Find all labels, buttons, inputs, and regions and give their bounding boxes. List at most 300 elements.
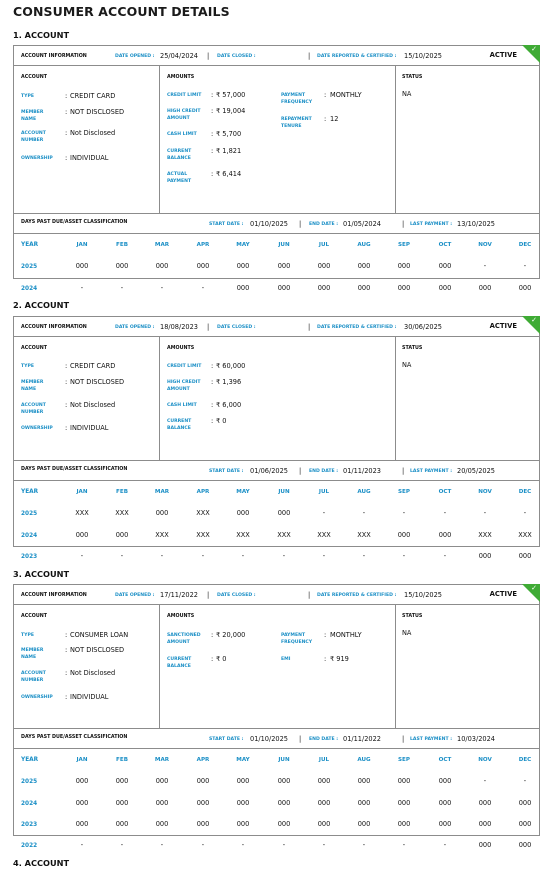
month-header: NOV: [478, 242, 492, 248]
account-field-value: Not Disclosed: [70, 669, 116, 677]
dpd-cell: 000: [277, 777, 291, 785]
month-header: AUG: [357, 242, 371, 248]
dpd-cell: 000: [196, 820, 210, 828]
dpd-title: DAYS PAST DUE/ASSET CLASSIFICATION: [21, 735, 128, 740]
dpd-year: 2023: [21, 554, 38, 560]
account-column-title: ACCOUNT: [21, 346, 48, 351]
separator: |: [308, 591, 311, 599]
account-heading-1: 1. ACCOUNT: [13, 30, 70, 40]
dpd-cell: 000: [155, 820, 169, 828]
amounts-column-title: AMOUNTS: [167, 346, 195, 351]
colon: :: [65, 646, 68, 654]
date-opened-value: 25/04/2024: [160, 52, 199, 60]
colon: :: [211, 107, 214, 115]
dpd-cell: 000: [478, 841, 492, 849]
month-header: SEP: [398, 242, 410, 248]
dpd-cell: -: [201, 284, 205, 292]
dpd-cell: 000: [397, 531, 411, 539]
dpd-cell: XXX: [155, 531, 169, 539]
colon: :: [324, 115, 327, 123]
dpd-cell: -: [523, 262, 527, 270]
dpd-cell: -: [443, 552, 447, 560]
dpd-cell: 000: [115, 262, 129, 270]
amounts-column-title: AMOUNTS: [167, 75, 195, 80]
dpd-cell: 000: [277, 799, 291, 807]
amount-field-value: ₹ 919: [330, 655, 349, 663]
dpd-cell: 000: [236, 820, 250, 828]
dpd-cell: 000: [478, 820, 492, 828]
dpd-cell: 000: [357, 820, 371, 828]
start-date-value: 01/10/2025: [250, 735, 289, 743]
account-field-value: Not Disclosed: [70, 401, 116, 409]
amount-field-value: 12: [330, 115, 339, 123]
status-value: NA: [402, 90, 412, 98]
dpd-cell: 000: [115, 531, 129, 539]
account-field-value: CREDIT CARD: [70, 362, 116, 370]
column-divider: [395, 337, 396, 460]
account-field-label: OWNERSHIP: [21, 426, 53, 431]
status-column-title: STATUS: [402, 75, 423, 80]
date-opened-value: 17/11/2022: [160, 591, 199, 599]
status-value: NA: [402, 361, 412, 369]
account-field-value: INDIVIDUAL: [70, 154, 109, 162]
month-header: AUG: [357, 757, 371, 763]
month-header: JUL: [318, 757, 330, 763]
start-date-label: START DATE :: [209, 737, 244, 742]
dpd-year: 2025: [21, 511, 38, 517]
dpd-cell: -: [201, 841, 205, 849]
colon: :: [324, 91, 327, 99]
last-payment-label: LAST PAYMENT :: [410, 469, 453, 474]
month-header: MAY: [236, 242, 250, 248]
amount-field-label: CURRENT BALANCE: [167, 657, 192, 670]
amount-field-value: ₹ 0: [216, 655, 227, 663]
month-header: JUN: [278, 242, 290, 248]
month-header: APR: [196, 489, 210, 495]
amount-field-value: MONTHLY: [330, 631, 362, 639]
dpd-cell: 000: [277, 820, 291, 828]
colon: :: [65, 424, 68, 432]
account-info-title: ACCOUNT INFORMATION: [21, 593, 87, 598]
month-header: JAN: [76, 757, 88, 763]
date-opened-label: DATE OPENED :: [115, 325, 155, 330]
amount-field-label: CREDIT LIMIT: [167, 364, 202, 369]
dpd-cell: -: [241, 552, 245, 560]
date-closed-label: DATE CLOSED :: [217, 593, 256, 598]
dpd-row: [14, 546, 539, 566]
month-header: SEP: [398, 757, 410, 763]
dpd-cell: XXX: [478, 531, 492, 539]
dpd-cell: 000: [196, 777, 210, 785]
dpd-cell: 000: [196, 799, 210, 807]
start-date-value: 01/10/2025: [250, 220, 289, 228]
month-header: JUL: [318, 242, 330, 248]
colon: :: [65, 129, 68, 137]
end-date-value: 01/05/2024: [343, 220, 382, 228]
dpd-cell: -: [160, 552, 164, 560]
account-details-section: [14, 337, 539, 461]
account-field-value: CREDIT CARD: [70, 92, 116, 100]
year-column-header: YEAR: [21, 757, 39, 763]
month-header: SEP: [398, 489, 410, 495]
status-column-title: STATUS: [402, 614, 423, 619]
dpd-cell: 000: [277, 262, 291, 270]
start-date-value: 01/06/2025: [250, 467, 289, 475]
account-field-label: MEMBER NAME: [21, 648, 44, 661]
dpd-grid-header: [14, 481, 539, 501]
month-header: MAY: [236, 757, 250, 763]
dpd-header-row: [14, 729, 539, 749]
month-header: MAR: [154, 757, 170, 763]
dpd-cell: XXX: [518, 531, 532, 539]
dpd-cell: 000: [397, 820, 411, 828]
account-field-value: NOT DISCLOSED: [70, 646, 125, 654]
page-title: CONSUMER ACCOUNT DETAILS: [13, 4, 230, 19]
account-field-label: MEMBER NAME: [21, 380, 44, 393]
dpd-cell: XXX: [115, 509, 129, 517]
dpd-year: 2024: [21, 286, 38, 292]
dpd-cell: 000: [397, 284, 411, 292]
date-opened-label: DATE OPENED :: [115, 54, 155, 59]
amount-field-label: CASH LIMIT: [167, 132, 197, 137]
dpd-row: [14, 835, 539, 855]
dpd-cell: -: [443, 841, 447, 849]
dpd-cell: -: [402, 509, 406, 517]
end-date-label: END DATE :: [309, 222, 339, 227]
colon: :: [211, 170, 214, 178]
separator: |: [207, 591, 210, 599]
status-badge-label: ACTIVE: [489, 590, 517, 598]
last-payment-value: 20/05/2025: [457, 467, 496, 475]
check-icon: ✓: [531, 45, 537, 53]
dpd-cell: XXX: [75, 509, 89, 517]
date-closed-label: DATE CLOSED :: [217, 54, 256, 59]
dpd-year: 2024: [21, 801, 38, 807]
account-column-title: ACCOUNT: [21, 614, 48, 619]
month-header: MAR: [154, 489, 170, 495]
date-reported-value: 30/06/2025: [404, 323, 443, 331]
account-field-label: ACCOUNT NUMBER: [21, 131, 46, 144]
separator: |: [207, 52, 210, 60]
date-closed-label: DATE CLOSED :: [217, 325, 256, 330]
amount-field-value: ₹ 0: [216, 417, 227, 425]
dpd-cell: 000: [518, 284, 532, 292]
amount-field-label: CASH LIMIT: [167, 403, 197, 408]
date-opened-value: 18/08/2023: [160, 323, 199, 331]
amount-field-label: HIGH CREDIT AMOUNT: [167, 380, 201, 393]
dpd-title: DAYS PAST DUE/ASSET CLASSIFICATION: [21, 220, 128, 225]
amount-field-label: EMI: [281, 657, 291, 662]
dpd-cell: 000: [236, 284, 250, 292]
dpd-cell: -: [322, 509, 326, 517]
account-info-row: [14, 317, 539, 337]
dpd-cell: 000: [317, 820, 331, 828]
dpd-header-row: [14, 461, 539, 481]
month-header: APR: [196, 757, 210, 763]
dpd-cell: -: [120, 284, 124, 292]
month-header: FEB: [116, 489, 128, 495]
dpd-cell: 000: [196, 262, 210, 270]
dpd-header-row: [14, 214, 539, 234]
dpd-cell: -: [80, 841, 84, 849]
colon: :: [65, 362, 68, 370]
account-info-title: ACCOUNT INFORMATION: [21, 325, 87, 330]
dpd-cell: 000: [155, 799, 169, 807]
column-divider: [159, 337, 160, 460]
dpd-cell: 000: [518, 552, 532, 560]
dpd-cell: -: [443, 509, 447, 517]
status-value: NA: [402, 629, 412, 637]
dpd-cell: -: [523, 509, 527, 517]
last-payment-label: LAST PAYMENT :: [410, 222, 453, 227]
year-column-header: YEAR: [21, 489, 39, 495]
account-field-value: NOT DISCLOSED: [70, 378, 125, 386]
account-field-label: OWNERSHIP: [21, 156, 53, 161]
colon: :: [211, 130, 214, 138]
account-field-value: CONSUMER LOAN: [70, 631, 129, 639]
separator: |: [299, 735, 302, 743]
dpd-cell: -: [483, 777, 487, 785]
dpd-cell: 000: [357, 799, 371, 807]
amounts-column-title: AMOUNTS: [167, 614, 195, 619]
dpd-cell: 000: [236, 777, 250, 785]
dpd-cell: 000: [518, 799, 532, 807]
separator: |: [402, 467, 405, 475]
column-divider: [395, 605, 396, 728]
month-header: OCT: [438, 757, 452, 763]
account-card: [13, 316, 540, 560]
dpd-cell: -: [362, 552, 366, 560]
status-badge-label: ACTIVE: [489, 322, 517, 330]
status-column-title: STATUS: [402, 346, 423, 351]
month-header: NOV: [478, 489, 492, 495]
dpd-row: [14, 525, 539, 545]
separator: |: [299, 467, 302, 475]
dpd-cell: 000: [357, 262, 371, 270]
dpd-cell: 000: [115, 799, 129, 807]
colon: :: [65, 154, 68, 162]
dpd-cell: -: [282, 841, 286, 849]
dpd-title: DAYS PAST DUE/ASSET CLASSIFICATION: [21, 467, 128, 472]
colon: :: [65, 378, 68, 386]
separator: |: [308, 52, 311, 60]
separator: |: [402, 735, 405, 743]
dpd-cell: 000: [155, 262, 169, 270]
amount-field-label: ACTUAL PAYMENT: [167, 172, 192, 185]
amount-field-label: SANCTIONED AMOUNT: [167, 633, 201, 646]
dpd-cell: XXX: [277, 531, 291, 539]
dpd-year: 2022: [21, 843, 38, 849]
account-field-label: TYPE: [21, 94, 34, 99]
date-reported-label: DATE REPORTED & CERTIFIED :: [317, 54, 397, 59]
date-reported-label: DATE REPORTED & CERTIFIED :: [317, 593, 397, 598]
account-field-value: INDIVIDUAL: [70, 693, 109, 701]
dpd-cell: 000: [236, 799, 250, 807]
month-header: JUN: [278, 489, 290, 495]
month-header: APR: [196, 242, 210, 248]
colon: :: [65, 401, 68, 409]
dpd-grid-header: [14, 234, 539, 254]
end-date-label: END DATE :: [309, 737, 339, 742]
amount-field-label: PAYMENT FREQUENCY: [281, 93, 313, 106]
dpd-cell: -: [362, 509, 366, 517]
amount-field-label: CREDIT LIMIT: [167, 93, 202, 98]
dpd-cell: XXX: [317, 531, 331, 539]
account-info-row: [14, 585, 539, 605]
dpd-cell: 000: [317, 777, 331, 785]
account-field-label: MEMBER NAME: [21, 110, 44, 123]
dpd-cell: 000: [317, 799, 331, 807]
amount-field-value: ₹ 1,396: [216, 378, 242, 386]
last-payment-value: 13/10/2025: [457, 220, 496, 228]
dpd-cell: 000: [236, 262, 250, 270]
month-header: JAN: [76, 242, 88, 248]
colon: :: [211, 401, 214, 409]
colon: :: [211, 655, 214, 663]
column-divider: [395, 66, 396, 213]
account-field-value: Not Disclosed: [70, 129, 116, 137]
dpd-row: [14, 278, 539, 298]
dpd-cell: 000: [277, 284, 291, 292]
dpd-cell: 000: [438, 531, 452, 539]
colon: :: [324, 631, 327, 639]
check-icon: ✓: [531, 584, 537, 592]
dpd-cell: 000: [75, 531, 89, 539]
month-header: DEC: [518, 489, 532, 495]
dpd-cell: -: [402, 552, 406, 560]
account-heading-2: 2. ACCOUNT: [13, 300, 70, 310]
amount-field-label: PAYMENT FREQUENCY: [281, 633, 313, 646]
end-date-label: END DATE :: [309, 469, 339, 474]
month-header: MAY: [236, 489, 250, 495]
account-heading-4: 4. ACCOUNT: [13, 858, 70, 868]
month-header: JUN: [278, 757, 290, 763]
dpd-cell: -: [120, 552, 124, 560]
dpd-row: [14, 256, 539, 276]
colon: :: [65, 92, 68, 100]
month-header: AUG: [357, 489, 371, 495]
start-date-label: START DATE :: [209, 222, 244, 227]
dpd-cell: 000: [438, 799, 452, 807]
colon: :: [65, 631, 68, 639]
dpd-cell: -: [241, 841, 245, 849]
end-date-value: 01/11/2023: [343, 467, 382, 475]
separator: |: [207, 323, 210, 331]
start-date-label: START DATE :: [209, 469, 244, 474]
colon: :: [65, 693, 68, 701]
dpd-year: 2025: [21, 779, 38, 785]
dpd-cell: 000: [478, 552, 492, 560]
account-field-label: ACCOUNT NUMBER: [21, 671, 46, 684]
check-icon: ✓: [531, 316, 537, 324]
dpd-cell: XXX: [357, 531, 371, 539]
amount-field-label: CURRENT BALANCE: [167, 149, 192, 162]
dpd-cell: -: [483, 262, 487, 270]
dpd-cell: 000: [397, 777, 411, 785]
amount-field-label: HIGH CREDIT AMOUNT: [167, 109, 201, 122]
account-field-label: ACCOUNT NUMBER: [21, 403, 46, 416]
amount-field-label: CURRENT BALANCE: [167, 419, 192, 432]
month-header: DEC: [518, 757, 532, 763]
dpd-cell: -: [483, 509, 487, 517]
amount-field-value: ₹ 57,000: [216, 91, 246, 99]
dpd-cell: -: [362, 841, 366, 849]
date-reported-value: 15/10/2025: [404, 52, 443, 60]
dpd-cell: 000: [75, 777, 89, 785]
amount-field-value: ₹ 5,700: [216, 130, 242, 138]
dpd-cell: 000: [357, 284, 371, 292]
dpd-cell: 000: [317, 262, 331, 270]
colon: :: [211, 378, 214, 386]
dpd-year: 2023: [21, 822, 38, 828]
amount-field-label: REPAYMENT TENURE: [281, 117, 312, 130]
dpd-row: [14, 814, 539, 834]
amount-field-value: ₹ 6,000: [216, 401, 242, 409]
dpd-cell: 000: [75, 820, 89, 828]
dpd-cell: -: [322, 841, 326, 849]
dpd-cell: XXX: [196, 509, 210, 517]
dpd-cell: 000: [518, 820, 532, 828]
dpd-cell: 000: [397, 262, 411, 270]
account-card: [13, 584, 540, 849]
dpd-cell: XXX: [196, 531, 210, 539]
dpd-cell: 000: [357, 777, 371, 785]
date-opened-label: DATE OPENED :: [115, 593, 155, 598]
dpd-cell: 000: [115, 820, 129, 828]
dpd-row: [14, 503, 539, 523]
column-divider: [159, 66, 160, 213]
end-date-value: 01/11/2022: [343, 735, 382, 743]
month-header: JUL: [318, 489, 330, 495]
dpd-grid-header: [14, 749, 539, 769]
account-details-section: [14, 66, 539, 214]
month-header: MAR: [154, 242, 170, 248]
dpd-row: [14, 771, 539, 791]
account-info-row: [14, 46, 539, 66]
dpd-cell: -: [322, 552, 326, 560]
dpd-cell: 000: [478, 284, 492, 292]
amount-field-value: ₹ 19,004: [216, 107, 246, 115]
month-header: NOV: [478, 757, 492, 763]
dpd-cell: -: [402, 841, 406, 849]
colon: :: [65, 108, 68, 116]
date-reported-label: DATE REPORTED & CERTIFIED :: [317, 325, 397, 330]
account-field-value: NOT DISCLOSED: [70, 108, 125, 116]
date-reported-value: 15/10/2025: [404, 591, 443, 599]
dpd-cell: 000: [438, 262, 452, 270]
dpd-cell: -: [523, 777, 527, 785]
dpd-cell: XXX: [236, 531, 250, 539]
dpd-cell: -: [201, 552, 205, 560]
dpd-cell: 000: [75, 799, 89, 807]
month-header: FEB: [116, 757, 128, 763]
dpd-cell: 000: [75, 262, 89, 270]
dpd-row: [14, 793, 539, 813]
dpd-cell: 000: [397, 799, 411, 807]
dpd-cell: 000: [438, 284, 452, 292]
colon: :: [211, 147, 214, 155]
dpd-cell: 000: [438, 777, 452, 785]
colon: :: [211, 91, 214, 99]
dpd-cell: -: [80, 552, 84, 560]
dpd-year: 2025: [21, 264, 38, 270]
dpd-cell: 000: [518, 841, 532, 849]
account-heading-3: 3. ACCOUNT: [13, 569, 70, 579]
colon: :: [65, 669, 68, 677]
colon: :: [324, 655, 327, 663]
dpd-cell: -: [120, 841, 124, 849]
column-divider: [159, 605, 160, 728]
